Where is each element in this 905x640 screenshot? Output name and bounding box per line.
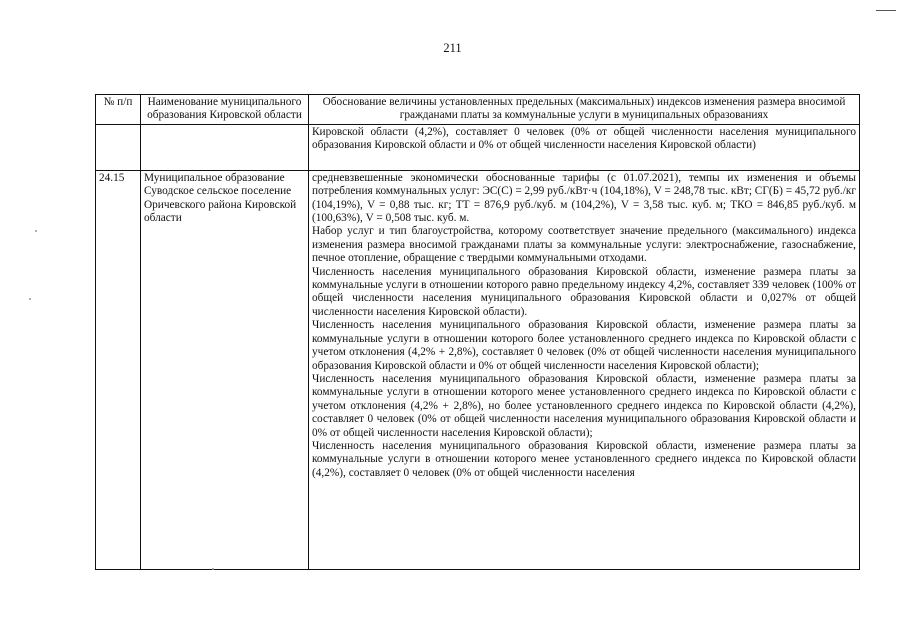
continuation-text: Кировской области (4,2%), составляет 0 человек (0% от общей численности населения муниципального образования Кировской области и 0% от общей численности населения Кировской области) [309, 124, 860, 170]
reason-paragraph-services: Набор услуг и тип благоустройства, которому соответствует значение предельного (максимального) индекса изменения размера вносимой гражданами платы за коммунальные услуги: электроснабжение, газоснабжение, печное отопление, обращение с твердыми коммунальными отходами. [312, 225, 856, 265]
scan-speck [35, 230, 37, 232]
header-name: Наименование муниципального образования Кировской области [141, 95, 309, 125]
scan-speck [212, 568, 214, 570]
corner-mark [876, 10, 896, 11]
reason-paragraph-equal-index: Численность населения муниципального образования Кировской области, изменение размера платы за коммунальные услуги в отношении которого равно предельному индексу 4,2%, составляет 339 человек (100% от общей численности населения муниципального образования Кировской области и 0,027% от общей численности населения Кировской области). [312, 265, 856, 318]
table-header-row [96, 95, 860, 125]
continuation-name-cell [141, 124, 309, 170]
row-municipality-name: Муниципальное образование Суводское сельское поселение Оричевского района Кировской области [141, 170, 309, 569]
reason-paragraph-below-average: Численность населения муниципального образования Кировской области, изменение размера платы за коммунальные услуги в отношении которого менее установленного среднего индекса по Кировской области (4,2%), составляет 0 человек (0% от общей численности населения [312, 439, 856, 479]
tariff-table [95, 94, 860, 570]
reason-paragraph-tariffs: средневзвешенные экономически обоснованные тарифы (с 01.07.2021), темпы их изменения и объемы потребления коммунальных услуг: ЭС(С) = 2,99 руб./кВт·ч (104,18%), V = 248,78 тыс. кВт; СГ(Б) = 45,72 руб./кг (104,19%), V = 0,88 тыс. кг; ТТ = 876,9 руб./куб. м (104,2%), V = 3,58 тыс. куб. м; ТКО = 846,85 руб./куб. м (100,63%), V = 0,508 тыс. куб. м. [312, 171, 856, 225]
reason-paragraph-above-deviation: Численность населения муниципального образования Кировской области, изменение размера платы за коммунальные услуги в отношении которого более установленного среднего индекса по Кировской области с учетом отклонения (4,2% + 2,8%), составляет 0 человек (0% от общей численности населения муниципального образования Кировской области и 0% от общей численности населения Кировской области); [312, 319, 856, 372]
row-num: 24.15 [96, 170, 141, 569]
continuation-num-cell [96, 124, 141, 170]
reason-text-block [312, 172, 856, 556]
row-reason-cell [309, 170, 860, 569]
reason-paragraph-between: Численность населения муниципального образования Кировской области, изменение размера платы за коммунальные услуги в отношении которого менее установленного среднего индекса по Кировской области с учетом отклонения (4,2% + 2,8%), но более установленного среднего индекса по Кировской области (4,2%), составляет 0 человек (0% от общей численности населения муниципального образования Кировской области и 0% от общей численности населения Кировской области); [312, 372, 856, 439]
continuation-row [96, 124, 860, 170]
page-number: 211 [443, 41, 462, 55]
scan-speck [29, 298, 31, 300]
table-row [96, 170, 860, 569]
header-reason: Обоснование величины установленных предельных (максимальных) индексов изменения размера вносимой гражданами платы за коммунальные услуги в муниципальных образованиях [309, 95, 860, 125]
header-num: № п/п [96, 95, 141, 125]
